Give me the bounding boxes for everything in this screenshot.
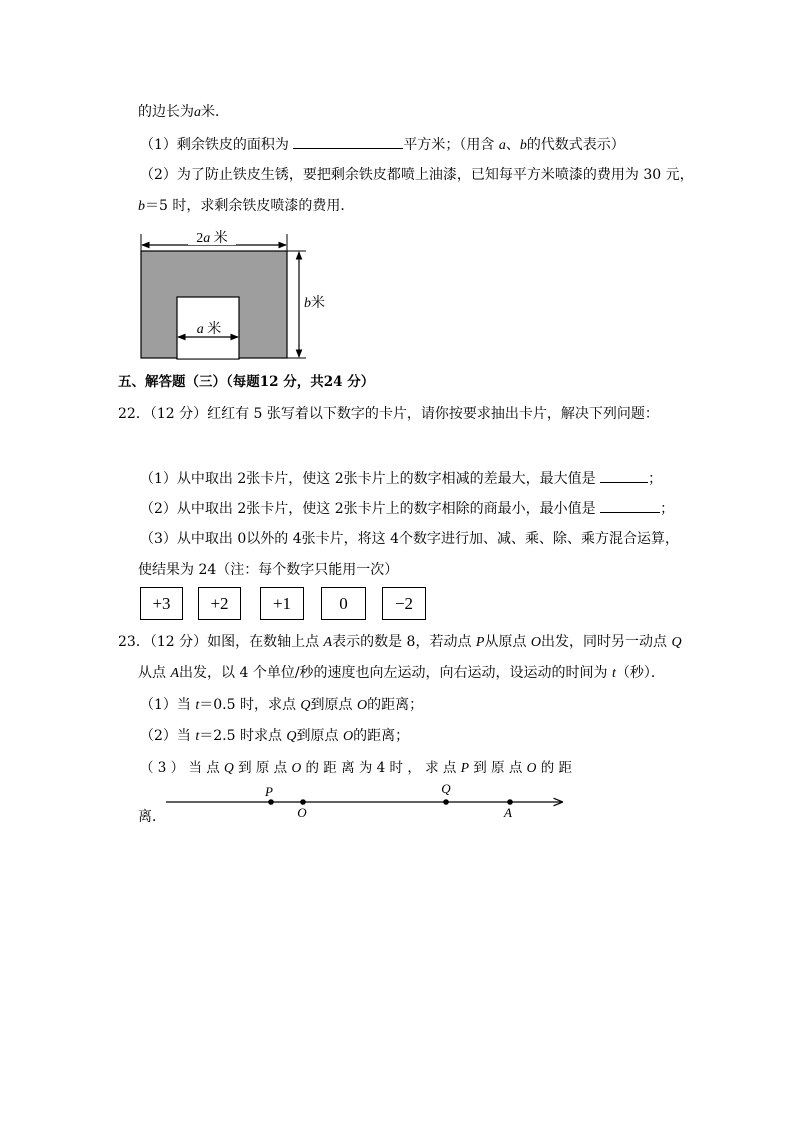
p23-q3-a: （ 3 ） 当 点 [140,760,225,776]
p21-q2-var-b: b [138,199,145,214]
p22-q3-text1: （3）从中取出 0以外的 4张卡片，将这 4个数字进行加、减、乘、除、乘方混合运算， [140,531,679,547]
number-card: +2 [198,587,241,620]
p21-q1-post: 平方米；（用含 [403,137,495,153]
point-Q [443,799,449,805]
p23-q3-var-O2: O [526,760,537,775]
top-dimension-label: 2a 米 [196,231,228,246]
p23-q3-last: 离． [138,809,166,825]
p23-stem-line1 [118,633,682,652]
p22-stem [118,405,659,423]
p22-q1-end: ； [648,471,663,487]
number-card: −2 [382,587,426,620]
p23-line2-b: 出发，以 4 个单位/秒的速度也向左运动，向右运动，设运动的时间为 [179,665,612,681]
p23-q2-a: （2）当 [140,728,196,744]
label-A: A [504,805,512,820]
p22-q2-end: ； [660,501,675,517]
p23-var-O: O [530,635,542,650]
label-O: O [297,805,307,820]
section5-heading [118,373,374,391]
p22-stem-text: 22．（12 分）红红有 5 张写着以下数字的卡片，请你按要求抽出卡片，解决下列问题： [118,406,659,422]
number-card: +3 [140,587,183,620]
p22-q1-line [140,468,662,488]
p23-line2-a: 从点 [138,665,171,681]
inner-dimension-label: a 米 [196,322,222,337]
point-A [507,799,513,805]
p23-q3-line [140,759,572,777]
p21-q2-text1: （2）为了防止铁皮生锈，要把剩余铁皮都喷上油漆，已知每平方米喷漆的费用为 30 元， [140,167,694,183]
p22-q2-answer-blank[interactable] [600,498,660,513]
p21-q1-end: 的代数式表示） [526,137,625,153]
point-P [268,799,274,805]
p21-q1-sep: 、 [505,137,520,153]
p23-stem-c: 从原点 [484,634,531,650]
section5-heading-mid: 分，共 [278,374,324,390]
label-Q: Q [441,782,451,796]
p23-q2-c: 到原点 [296,728,343,744]
p21-intro-pre: 的边长为 [138,104,194,120]
section5-heading-end: 分） [342,374,375,390]
p23-q2-d: 的距离； [353,728,410,744]
number-card: +1 [260,587,304,620]
p23-var-Q: Q [671,635,682,650]
p21-q1-var-b: b [519,138,527,153]
p23-stem-a: 23．（12 分）如图，在数轴上点 [118,634,324,650]
p21-q1-line [140,134,625,155]
p23-q2-var-O: O [343,729,354,744]
p23-q1-a: （1）当 [140,697,196,713]
p23-q1-line [140,696,423,715]
section5-heading-n2: 24 [323,374,343,390]
p23-stem-line2 [138,664,665,683]
p21-q1-var-a: a [498,138,506,153]
p23-q1-c: 到原点 [310,697,357,713]
p23-q2-line [140,727,409,746]
p21-figure [136,228,336,360]
p21-intro-line [138,103,229,122]
p23-q2-b: ＝2.5 时求点 [199,728,287,744]
section5-heading-n1: 12 [259,374,279,390]
point-O [300,799,306,805]
p21-q2-text2: ＝5 时，求剩余铁皮喷漆的费用． [145,198,355,214]
p21-q2-line1 [140,166,694,184]
section5-heading-text: 五、解答题（三）（每题 [118,374,260,390]
number-line-figure [160,782,580,822]
p21-intro-post: 米． [201,104,229,120]
p23-q3-var-O: O [291,760,302,775]
p21-q1-pre: （1）剩余铁皮的面积为 [140,137,294,153]
p23-q1-var-Q: Q [300,698,311,713]
p23-q3-b: 到 原 点 [233,760,292,776]
right-dimension-label: b米 [304,296,325,311]
p21-q1-answer-blank[interactable] [293,134,403,149]
p22-q2-line [140,498,674,518]
p23-line2-var-A: A [170,666,180,681]
p23-stem-d: 出发，同时另一动点 [541,634,672,650]
p23-var-A: A [323,635,333,650]
label-P: P [265,784,273,799]
p23-q3-e: 的 距 [536,760,572,776]
p22-q1-answer-blank[interactable] [600,468,648,483]
p22-q1-text: （1）从中取出 2张卡片，使这 2张卡片上的数字相减的差最大，最大值是 [140,471,601,487]
p23-var-P: P [475,635,485,650]
p23-q3-var-Q: Q [224,760,234,775]
p23-line2-c: （秒）． [615,665,665,681]
number-card: 0 [321,587,366,620]
p22-q2-text: （2）从中取出 2张卡片，使这 2张卡片上的数字相除的商最小，最小值是 [140,501,601,517]
p23-q2-var-t: t [195,729,200,744]
p23-q1-b: ＝0.5 时，求点 [199,697,301,713]
p22-q3-line1 [140,530,679,548]
p21-q2-line2 [138,197,354,216]
p23-line2-var-t: t [612,666,616,681]
p23-q3-var-P: P [460,760,469,775]
p23-stem-b: 表示的数是 8，若动点 [332,634,476,650]
p23-q1-var-t: t [195,698,200,713]
p23-q2-var-Q: Q [286,729,297,744]
p23-q3-c: 的 距 离 为 4 时 ， 求 点 [301,760,461,776]
p23-q1-var-O: O [357,698,368,713]
p22-q3-line2 [138,561,398,579]
p21-intro-var: a [194,105,201,120]
p22-q3-text2: 使结果为 24（注：每个数字只能用一次） [138,562,399,578]
p23-q1-d: 的距离； [367,697,424,713]
p23-q3-d: 到 原 点 [468,760,527,776]
